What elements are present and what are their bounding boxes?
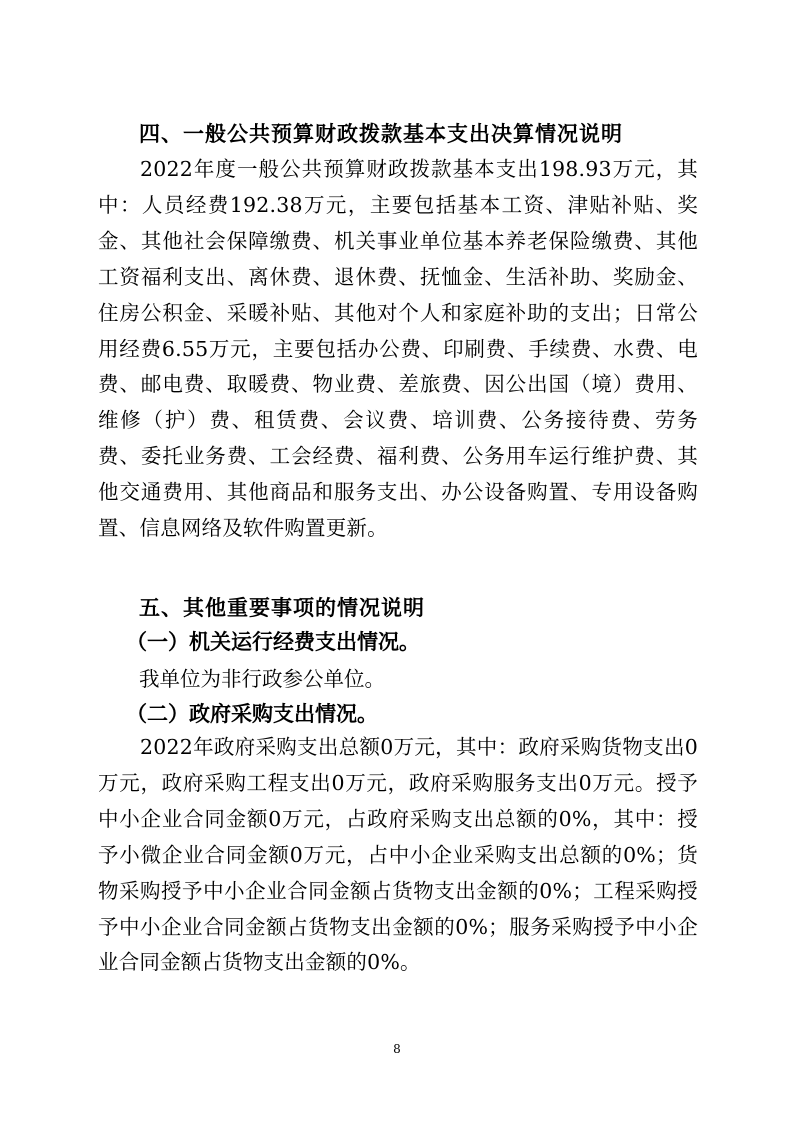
subsection-2-title: （二）政府采购支出情况。 xyxy=(126,701,378,726)
section-4-paragraph: 2022年度一般公共预算财政拨款基本支出198.93万元，其中：人员经费192.38万元，主要包括基本工资、津贴补贴、奖金、其他社会保障缴费、机关事业单位基本养老保险缴费、其他工资福利支出、离休费、退休费、抚恤金、生活补助、奖励金、住房公积金、采暖补贴、其他对个人和家庭补助的支出；日常公用经费6.55万元，主要包括办公费、印刷费、手续费、水费、电费、邮电费、取暖费、物业费、差旅费、因公出国（境）费用、维修（护）费、租赁费、会议费、培训费、公务接待费、劳务费、委托业务费、工会经费、福利费、公务用车运行维护费、其他交通费用、其他商品和服务支出、办公设备购置、专用设备购置、信息网络及软件购置更新。 xyxy=(98,157,698,541)
section-4-heading: 四、一般公共预算财政拨款基本支出决算情况说明 xyxy=(139,122,623,146)
section-5-heading: 五、其他重要事项的情况说明 xyxy=(139,596,425,620)
subsection-2-paragraph: 2022年政府采购支出总额0万元，其中：政府采购货物支出0万元，政府采购工程支出0万元，政府采购服务支出0万元。授予中小企业合同金额0万元，占政府采购支出总额的0%，其中：授予小微企业合同金额0万元，占中小企业采购支出总额的0%；货物采购授予中小企业合同金额占货物支出金额的0%；工程采购授予中小企业合同金额占货物支出金额的0%；服务采购授予中小企业合同金额占货物支出金额的0%。 xyxy=(98,735,698,975)
page-number: 8 xyxy=(393,1042,401,1056)
subsection-1-text: 我单位为非行政参公单位。 xyxy=(139,667,385,691)
subsection-1-title: （一）机关运行经费支出情况。 xyxy=(126,629,420,654)
